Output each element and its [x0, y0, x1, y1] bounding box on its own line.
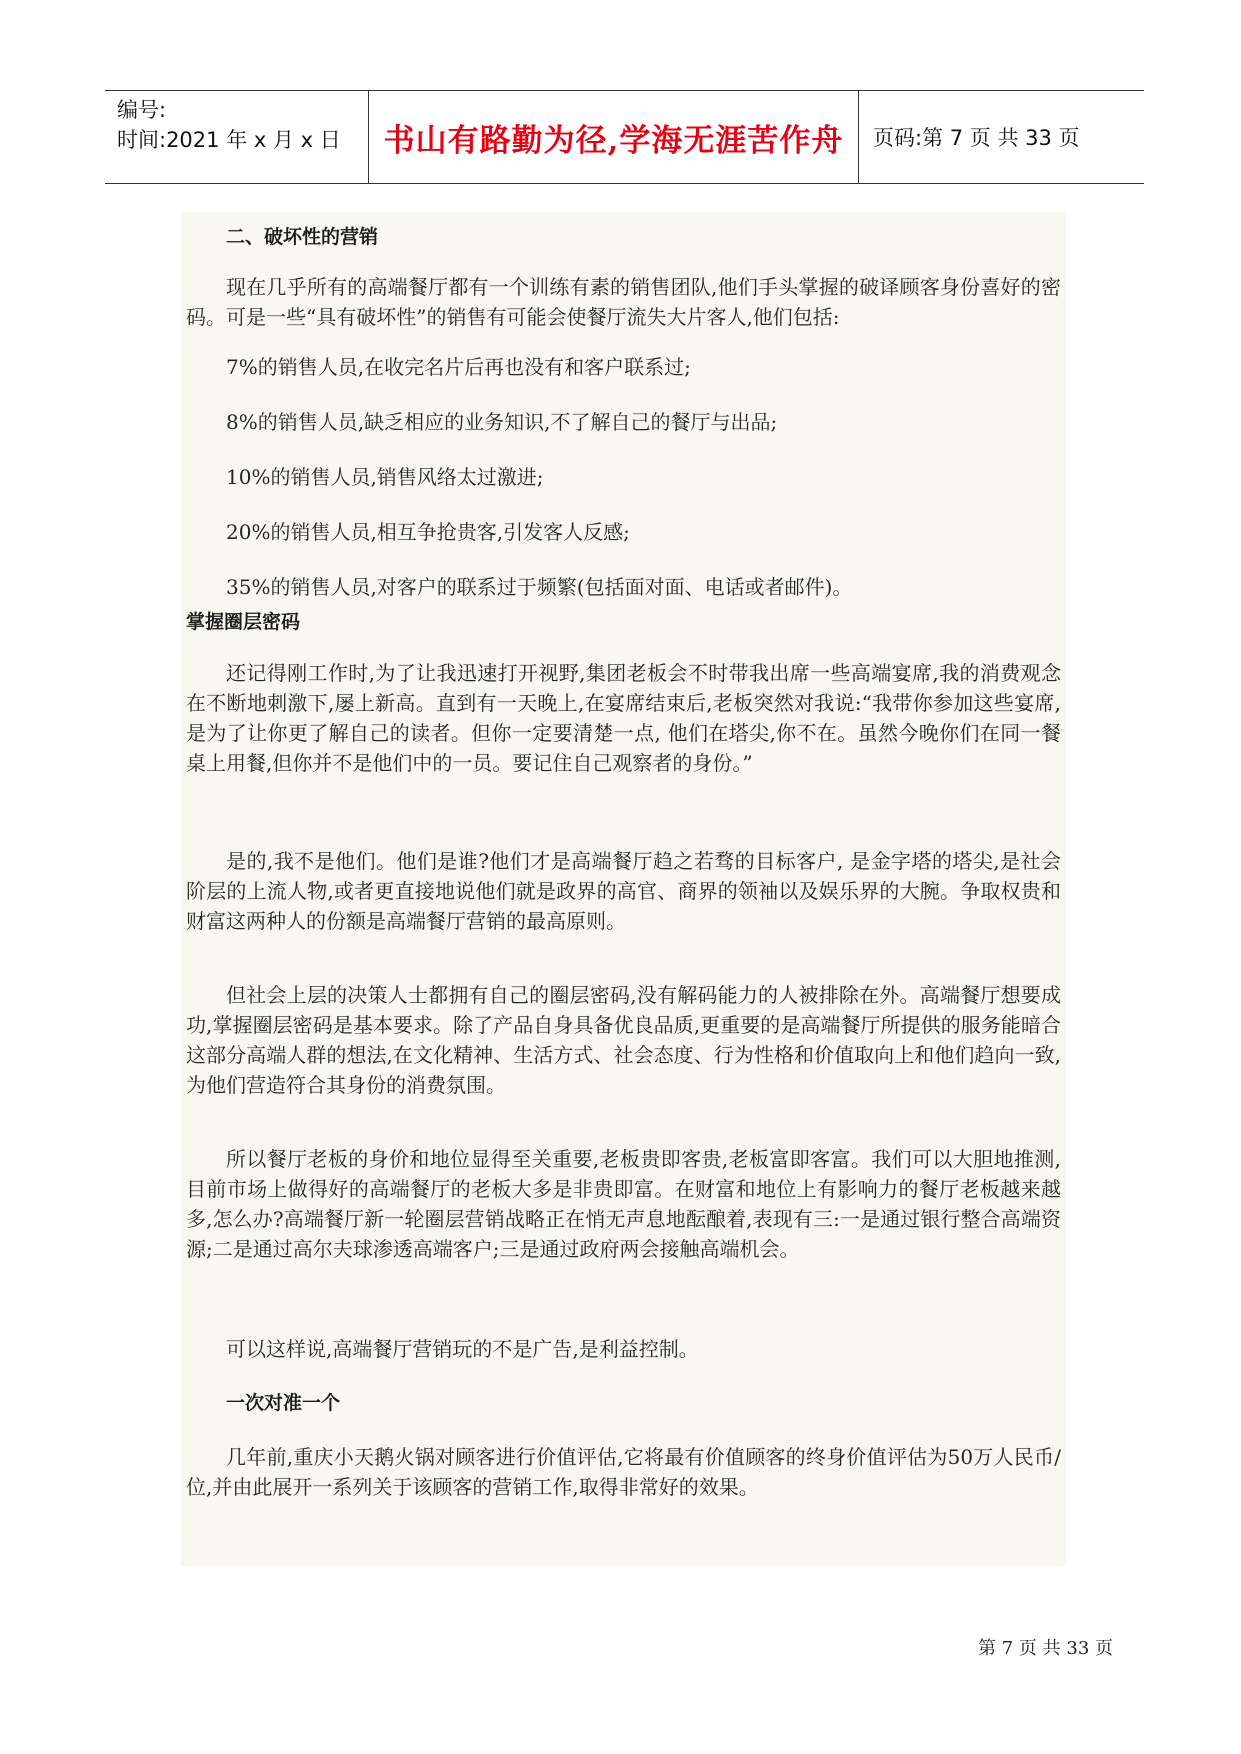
- header-page-number: 页码:第 7 页 共 33 页: [873, 126, 1080, 150]
- header-motto: 书山有路勤为径,学海无涯苦作舟: [369, 91, 859, 183]
- header-meta: [105, 91, 369, 183]
- list-item: 35%的销售人员,对客户的联系过于频繁(包括面对面、电话或者邮件)。: [226, 575, 853, 599]
- list-item: 20%的销售人员,相互争抢贵客,引发客人反感;: [226, 520, 630, 544]
- time-label: 时间:2021 年 x 月 x 日: [117, 128, 341, 152]
- list-item: 8%的销售人员,缺乏相应的业务知识,不了解自己的餐厅与出品;: [226, 410, 778, 434]
- paragraph-example: 几年前,重庆小天鹅火锅对顾客进行价值评估,它将最有价值顾客的终身价值评估为50万人民币/位,并由此展开一系列关于该顾客的营销工作,取得非常好的效果。: [186, 1445, 1061, 1499]
- paragraph-story: 还记得刚工作时,为了让我迅速打开视野,集团老板会不时带我出席一些高端宴席,我的消费观念在不断地刺激下,屡上新高。直到有一天晚上,在宴席结束后,老板突然对我说:“我带你参加这些宴席,是为了让你更了解自己的读者。但你一定要清楚一点, 他们在塔尖,你不在。虽然今晚你们在同一餐桌上用餐,但你并不是他们中的一员。要记住自己观察者的身份。”: [186, 661, 1061, 775]
- page-footer: 第 7 页 共 33 页: [978, 1638, 1113, 1659]
- subheading-one-at-a-time: 一次对准一个: [226, 1392, 341, 1414]
- page-header: [105, 90, 1144, 184]
- document-body: [181, 212, 1066, 1566]
- list-item: 7%的销售人员,在收完名片后再也没有和客户联系过;: [226, 355, 691, 379]
- paragraph-conclusion: 可以这样说,高端餐厅营销玩的不是广告,是利益控制。: [226, 1337, 699, 1361]
- paragraph-target-customers: 是的,我不是他们。他们是谁?他们才是高端餐厅趋之若骛的目标客户, 是金字塔的塔尖,是社会阶层的上流人物,或者更直接地说他们就是政界的高官、商界的领袖以及娱乐界的大腕。争取权贵和财富这两种人的份额是高端餐厅营销的最高原则。: [186, 849, 1061, 933]
- number-label: 编号:: [117, 98, 167, 122]
- paragraph-owner-status: 所以餐厅老板的身价和地位显得至关重要,老板贵即客贵,老板富即客富。我们可以大胆地推测,目前市场上做得好的高端餐厅的老板大多是非贵即富。在财富和地位上有影响力的餐厅老板越来越多,怎么办?高端餐厅新一轮圈层营销战略正在悄无声息地酝酿着,表现有三:一是通过银行整合高端资源;二是通过高尔夫球渗透高端客户;三是通过政府两会接触高端机会。: [186, 1147, 1061, 1261]
- paragraph-circle-code: 但社会上层的决策人士都拥有自己的圈层密码,没有解码能力的人被排除在外。高端餐厅想要成功,掌握圈层密码是基本要求。除了产品自身具备优良品质,更重要的是高端餐厅所提供的服务能暗合这部分高端人群的想法,在文化精神、生活方式、社会态度、行为性格和价值取向上和他们趋向一致,为他们营造符合其身份的消费氛围。: [186, 983, 1061, 1097]
- section-title: 二、破坏性的营销: [226, 226, 379, 248]
- list-item: 10%的销售人员,销售风络太过激进;: [226, 465, 544, 489]
- paragraph-intro: 现在几乎所有的高端餐厅都有一个训练有素的销售团队,他们手头掌握的破译顾客身份喜好的密码。可是一些“具有破坏性”的销售有可能会使餐厅流失大片客人,他们包括:: [186, 275, 1061, 329]
- subheading-circle-code: 掌握圈层密码: [186, 611, 301, 633]
